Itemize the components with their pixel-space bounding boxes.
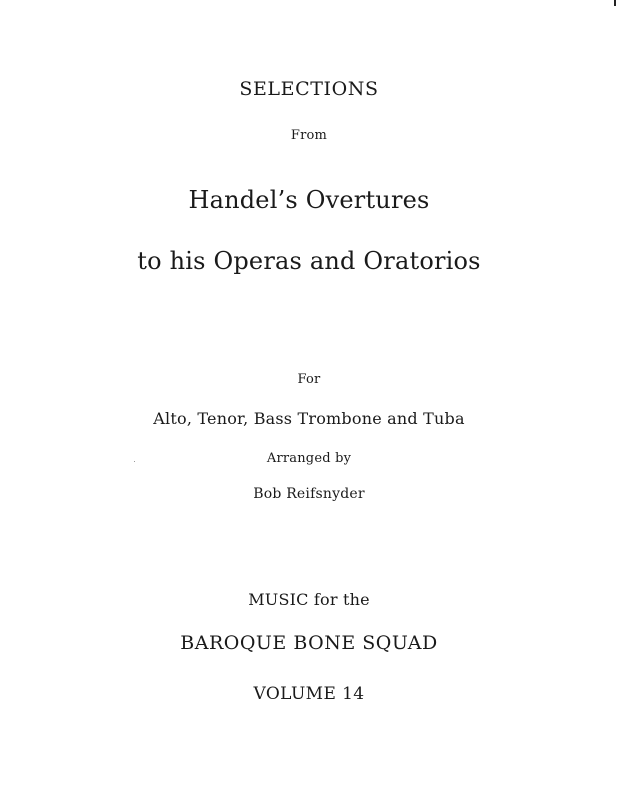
from-label: From	[290, 128, 328, 143]
arranged-by-label: Arranged by	[266, 451, 352, 466]
arranger-name: Bob Reifsnyder	[253, 486, 365, 502]
series-name: BAROQUE BONE SQUAD	[180, 632, 438, 654]
title-line-2: to his Operas and Oratorios	[137, 247, 481, 275]
instrumentation: Alto, Tenor, Bass Trombone and Tuba	[153, 409, 465, 428]
scan-edge-mark	[614, 0, 616, 6]
title-line-1: Handel’s Overtures	[188, 186, 430, 214]
selections-heading: SELECTIONS	[239, 78, 379, 100]
series-intro: MUSIC for the	[248, 590, 370, 609]
for-label: For	[297, 372, 321, 387]
volume-label: VOLUME 14	[253, 684, 365, 704]
